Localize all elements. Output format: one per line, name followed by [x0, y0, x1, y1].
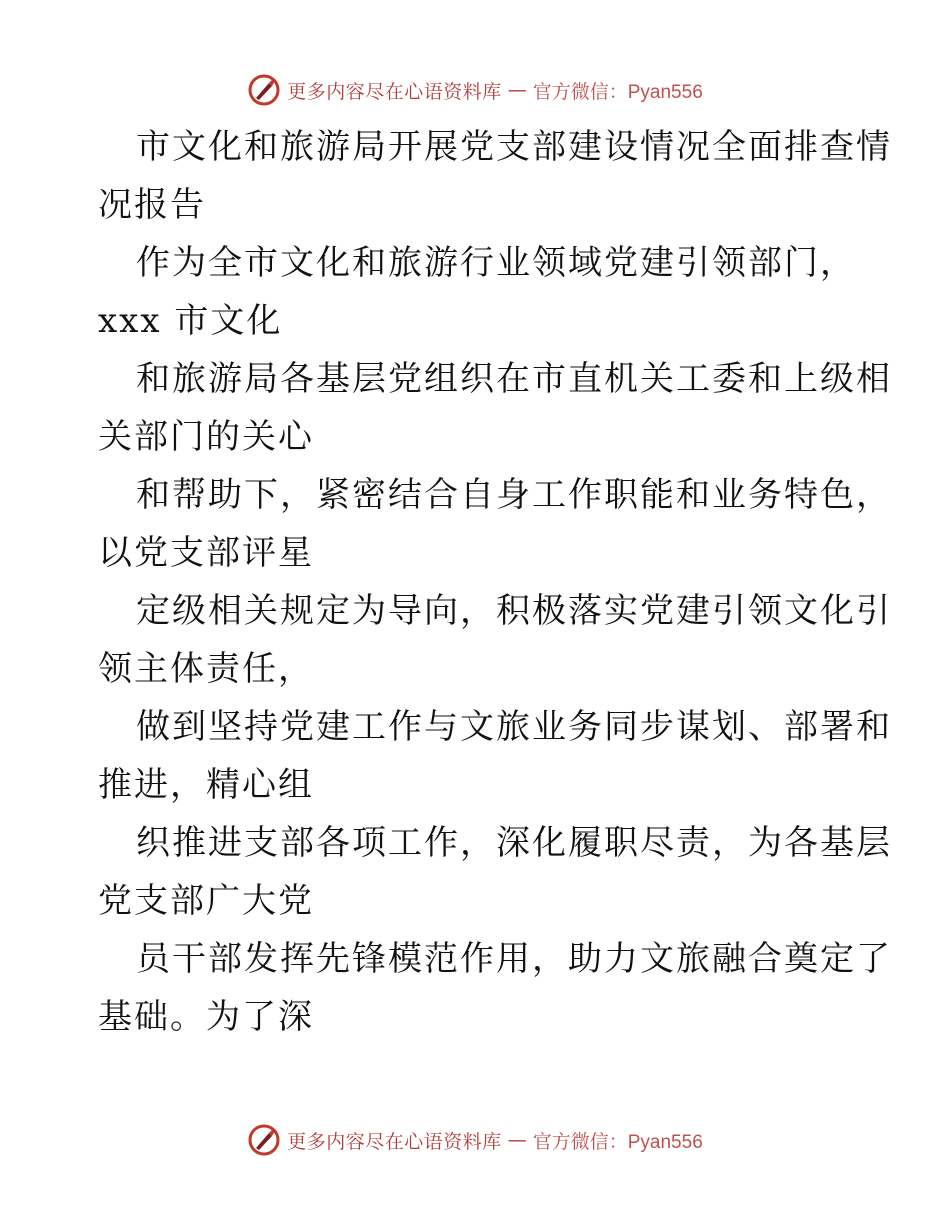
watermark-dash: —	[507, 79, 527, 101]
text-line: xxx 市文化	[98, 301, 283, 341]
footer-watermark	[0, 1120, 950, 1160]
text-line: 市文化和旅游局开展党支部建设情况全面排查情	[136, 127, 892, 167]
document-body	[98, 118, 892, 1046]
watermark-dash: —	[507, 1129, 527, 1151]
watermark-contact: 官方微信：Pyan556	[532, 81, 703, 103]
watermark-text: 更多内容尽在心语资料库	[287, 80, 502, 103]
watermark-text: 更多内容尽在心语资料库	[287, 1130, 502, 1153]
text-line: 基础。为了深	[98, 997, 314, 1037]
text-line: 推进，精心组	[98, 765, 314, 805]
text-line: 和旅游局各基层党组织在市直机关工委和上级相	[136, 359, 892, 399]
text-line: 织推进支部各项工作，深化履职尽责，为各基层	[136, 823, 892, 863]
text-line: 党支部广大党	[98, 881, 314, 921]
pen-heart-logo-icon	[247, 73, 281, 107]
text-line: 员干部发挥先锋模范作用，助力文旅融合奠定了	[136, 939, 892, 979]
text-line: 做到坚持党建工作与文旅业务同步谋划、部署和	[136, 707, 892, 747]
text-line: 和帮助下，紧密结合自身工作职能和业务特色，	[136, 475, 892, 515]
text-line: 定级相关规定为导向，积极落实党建引领文化引	[136, 591, 892, 631]
watermark-contact: 官方微信：Pyan556	[532, 1131, 703, 1153]
text-line: 领主体责任，	[98, 649, 314, 689]
text-line: 以党支部评星	[98, 533, 314, 573]
text-line: 关部门的关心	[98, 417, 314, 457]
header-watermark	[0, 70, 950, 110]
text-line: 况报告	[98, 185, 206, 225]
text-line: 作为全市文化和旅游行业领域党建引领部门，	[136, 243, 856, 283]
pen-heart-logo-icon	[247, 1123, 281, 1157]
